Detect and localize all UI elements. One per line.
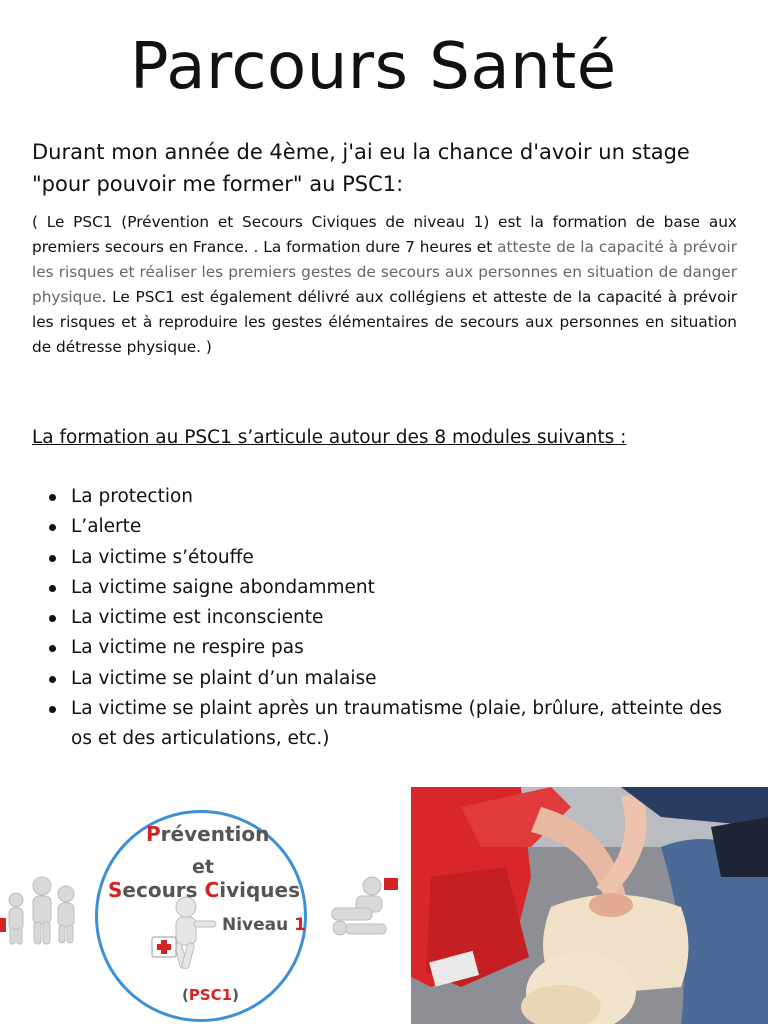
description-highlight: atteste de la capacité à prévoir les risques et réaliser les premiers gestes de secours aux personnes en situation de danger physique xyxy=(32,238,737,306)
logo-text-et: et xyxy=(192,856,214,878)
description-part1: ( Le PSC1 (Prévention et Secours Civiques de niveau 1) est la formation de base aux premiers secours en France. . La formation dure 7 heures et xyxy=(32,213,737,256)
logo-text-prevention: Prévention xyxy=(146,822,270,846)
page-title: Parcours Santé xyxy=(130,30,617,104)
module-item: La protection xyxy=(44,482,744,512)
module-item: La victime s’étouffe xyxy=(44,543,744,573)
first-aid-kit-icon xyxy=(150,895,220,975)
psc1-description xyxy=(32,210,737,360)
description-part2: . Le PSC1 est également délivré aux collégiens et atteste de la capacité à prévoir les risques et à reproduire les gestes élémentaires de secours aux personnes en situation de détresse physique. ) xyxy=(32,288,737,356)
module-item: La victime se plaint d’un malaise xyxy=(44,664,744,694)
module-item: La victime se plaint après un traumatisme (plaie, brûlure, atteinte des os et des articulations, etc.) xyxy=(44,694,744,755)
module-list xyxy=(44,482,744,755)
cpr-scene-illustration xyxy=(411,787,768,1024)
logo-text-secours-civiques: Secours Civiques xyxy=(108,878,301,902)
module-item: La victime ne respire pas xyxy=(44,633,744,663)
modules-heading: La formation au PSC1 s’articule autour des 8 modules suivants : xyxy=(32,427,627,448)
module-item: La victime saigne abondamment xyxy=(44,573,744,603)
module-item: L’alerte xyxy=(44,512,744,542)
cpr-training-photo xyxy=(411,787,768,1024)
module-item: La victime est inconsciente xyxy=(44,603,744,633)
intro-paragraph: Durant mon année de 4ème, j'ai eu la chance d'avoir un stage "pour pouvoir me former" au PSC1: xyxy=(32,140,690,196)
logo-text-psc1: (PSC1) xyxy=(182,986,239,1004)
logo-text-niveau: Niveau 1 xyxy=(222,915,307,935)
